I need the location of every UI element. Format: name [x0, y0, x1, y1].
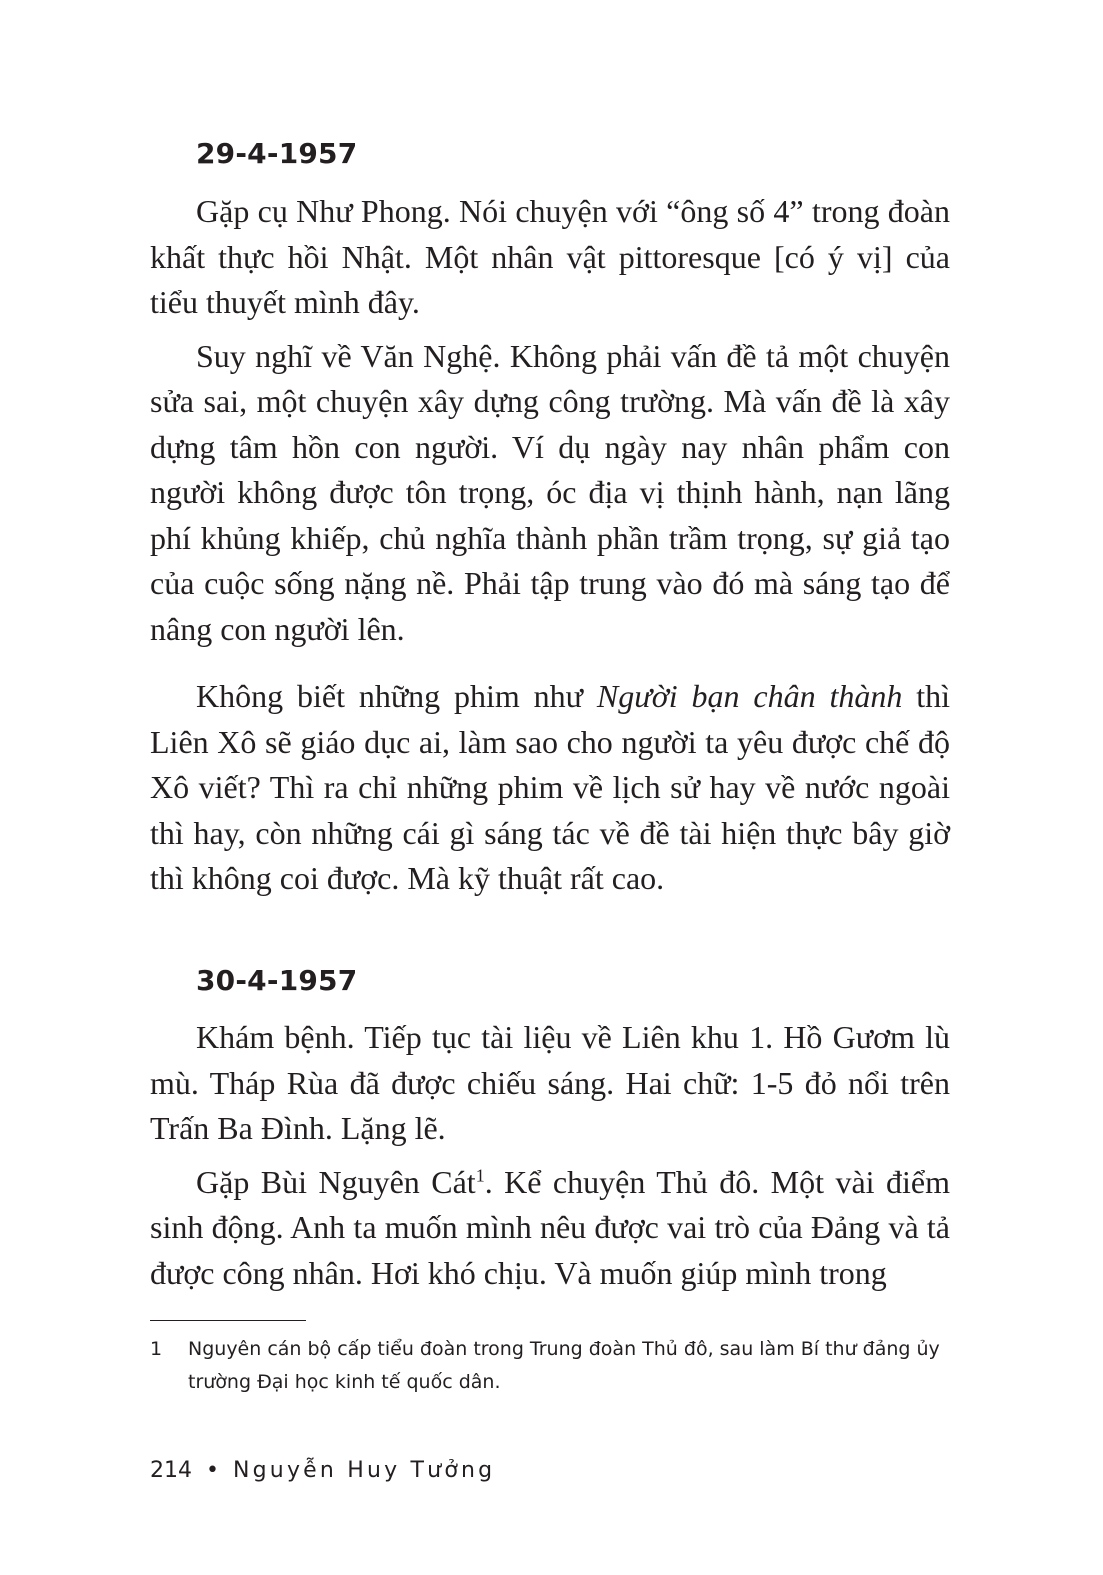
entry-body [150, 1015, 950, 1296]
footnote [150, 1333, 950, 1399]
paragraph-text: Không biết những phim như [196, 678, 597, 714]
footnote-text: Nguyên cán bộ cấp tiểu đoàn trong Trung đoàn Thủ đô, sau làm Bí thư đảng ủy trường Đại học kinh tế quốc dân. [188, 1338, 940, 1393]
paragraph-text: . Kể chuyện Thủ đô. Một vài điểm sinh động. Anh ta muốn mình nêu được vai trò của Đảng và tả được công nhân. Hơi khó chịu. Và muốn giúp mình trong [150, 1163, 951, 1291]
entry-date: 30-4-1957 [196, 964, 358, 997]
paragraph-text: thì Liên Xô sẽ giáo dục ai, làm sao cho người ta yêu được chế độ Xô viết? Thì ra chỉ những phim về lịch sử hay về nước ngoài thì hay, còn những cái gì sáng tác về đề tài hiện thực bây giờ thì không coi được. Mà kỹ thuật rất cao. [150, 678, 951, 896]
paragraph-text: Gặp Bùi Nguyên Cát [196, 1163, 476, 1200]
bullet-separator: • [206, 1458, 219, 1483]
paragraph [150, 674, 950, 902]
film-title: Người bạn chân thành [596, 678, 903, 714]
paragraph [150, 1160, 950, 1297]
entry-body [150, 189, 950, 902]
footnote-divider [150, 1320, 306, 1321]
page-number: 214 [150, 1458, 192, 1483]
entry-date: 29-4-1957 [196, 137, 358, 170]
footnote-marker: 1 [475, 1164, 485, 1185]
footnote-number: 1 [150, 1338, 163, 1360]
paragraph: Suy nghĩ về Văn Nghệ. Không phải vấn đề tả một chuyện sửa sai, một chuyện xây dựng công trường. Mà vấn đề là xây dựng tâm hồn con người. Ví dụ ngày nay nhân phẩm con người không được tôn trọng, óc địa vị thịnh hành, nạn lãng phí khủng khiếp, chủ nghĩa thành phần trầm trọng, sự giả tạo của cuộc sống nặng nề. Phải tập trung vào đó mà sáng tạo để nâng con người lên. [150, 337, 950, 647]
paragraph: Gặp cụ Như Phong. Nói chuyện với “ông số 4” trong đoàn khất thực hồi Nhật. Một nhân vật pittoresque [có ý vị] của tiểu thuyết mình đây. [150, 193, 950, 320]
page-footer [150, 1456, 495, 1486]
paragraph: Khám bệnh. Tiếp tục tài liệu về Liên khu 1. Hồ Gươm lù mù. Tháp Rùa đã được chiếu sáng. Hai chữ: 1-5 đỏ nổi trên Trấn Ba Đình. Lặng lẽ. [150, 1019, 950, 1146]
book-page [150, 0, 950, 1575]
author-name: Nguyễn Huy Tưởng [232, 1458, 496, 1483]
